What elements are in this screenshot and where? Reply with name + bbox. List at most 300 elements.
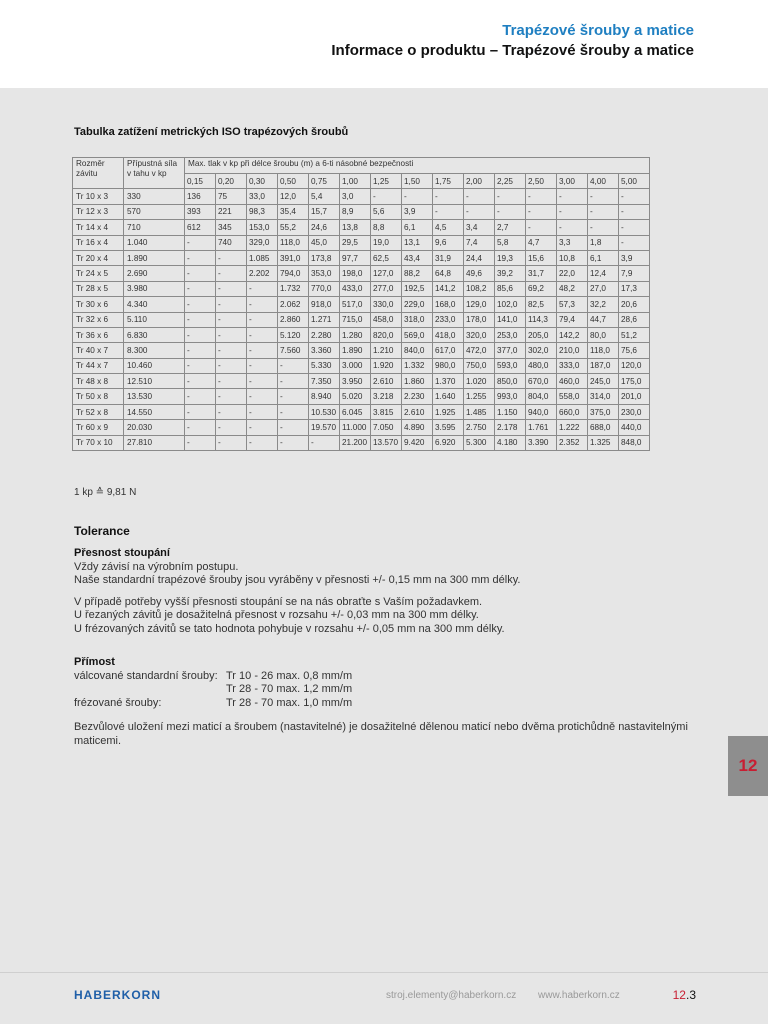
load-value-cell: 175,0 [619,374,650,389]
load-value-cell: 804,0 [526,389,557,404]
load-value-cell: 2.610 [402,404,433,419]
load-value-cell: 3,0 [340,189,371,204]
table-title: Tabulka zatížení metrických ISO trapézových šroubů [74,126,349,138]
load-value-cell: 2.352 [557,435,588,450]
table-row [73,374,650,389]
load-value-cell: - [247,374,278,389]
load-value-cell: 2.178 [495,420,526,435]
load-value-cell: - [185,343,216,358]
load-value-cell: - [185,404,216,419]
length-header: 3,00 [557,174,588,189]
load-value-cell: 33,0 [247,189,278,204]
load-value-cell: 440,0 [619,420,650,435]
pitch-section [74,547,520,636]
load-value-cell: - [619,235,650,250]
footer-web-link[interactable]: www.haberkorn.cz [538,990,620,1001]
thread-size-cell: Tr 24 x 5 [73,266,124,281]
tolerance-title: Tolerance [74,524,130,538]
load-value-cell: - [588,204,619,219]
load-value-cell: - [216,404,247,419]
footer-email-link[interactable]: stroj.elementy@haberkorn.cz [386,990,517,1001]
page-chapter: 12 [672,988,686,1002]
load-value-cell: 391,0 [278,250,309,265]
load-value-cell: - [402,189,433,204]
load-value-cell: 7.560 [278,343,309,358]
load-value-cell: 11.000 [340,420,371,435]
load-value-cell: - [278,358,309,373]
load-value-cell: 24,6 [309,220,340,235]
thread-size-cell: Tr 52 x 8 [73,404,124,419]
thread-size-cell: Tr 40 x 7 [73,343,124,358]
straightness-label: frézované šrouby: [74,696,162,709]
load-value-cell: 19,3 [495,250,526,265]
table-row [73,389,650,404]
unit-note: 1 kp ≙ 9,81 N [74,487,137,498]
load-value-cell: 660,0 [557,404,588,419]
load-value-cell: 1.640 [433,389,464,404]
load-value-cell: - [557,189,588,204]
tensile-force-cell: 6.830 [124,327,185,342]
col-size-header: Rozměr závitu [73,158,124,189]
load-value-cell: 142,2 [557,327,588,342]
length-header: 2,25 [495,174,526,189]
load-value-cell: 715,0 [340,312,371,327]
load-value-cell: - [526,220,557,235]
straightness-value: Tr 28 - 70 max. 1,0 mm/m [226,696,353,709]
tensile-force-cell: 570 [124,204,185,219]
load-value-cell: 4,5 [433,220,464,235]
load-value-cell: - [278,389,309,404]
load-value-cell: 353,0 [309,266,340,281]
load-value-cell: 80,0 [588,327,619,342]
tensile-force-cell: 3.980 [124,281,185,296]
load-value-cell: 168,0 [433,297,464,312]
thread-size-cell: Tr 20 x 4 [73,250,124,265]
load-value-cell: 127,0 [371,266,402,281]
page-num: .3 [685,988,696,1002]
load-value-cell: 345 [216,220,247,235]
load-value-cell: 850,0 [495,374,526,389]
load-value-cell: - [247,297,278,312]
load-value-cell: - [309,435,340,450]
load-value-cell: 375,0 [588,404,619,419]
load-value-cell: 5,6 [371,204,402,219]
load-value-cell: - [185,281,216,296]
load-value-cell: - [216,266,247,281]
load-value-cell: - [216,250,247,265]
load-value-cell: 8.940 [309,389,340,404]
load-value-cell: 302,0 [526,343,557,358]
load-value-cell: 1.325 [588,435,619,450]
load-value-cell: 7,9 [619,266,650,281]
load-value-cell: 51,2 [619,327,650,342]
tensile-force-cell: 13.530 [124,389,185,404]
load-value-cell: 245,0 [588,374,619,389]
straightness-row [74,697,352,711]
load-value-cell: 688,0 [588,420,619,435]
load-value-cell: 28,6 [619,312,650,327]
load-value-cell: - [247,404,278,419]
load-value-cell: 6,1 [402,220,433,235]
load-value-cell: 141,0 [495,312,526,327]
load-value-cell: - [247,281,278,296]
load-value-cell: 670,0 [526,374,557,389]
load-value-cell: 233,0 [433,312,464,327]
load-value-cell: - [216,327,247,342]
backlash-text: Bezvůlové uložení mezi maticí a šroubem (nastavitelné) je dosažitelné dělenou maticí nebo dvěma protichůdně nastavitelnými maticemi. [74,721,688,747]
load-value-cell: 2.750 [464,420,495,435]
load-value-cell: - [247,327,278,342]
load-value-cell: - [464,204,495,219]
load-value-cell: 612 [185,220,216,235]
load-value-cell: 253,0 [495,327,526,342]
load-value-cell: 940,0 [526,404,557,419]
load-value-cell: 69,2 [526,281,557,296]
load-value-cell: 178,0 [464,312,495,327]
pitch-line: U frézovaných závitů se tato hodnota pohybuje v rozsahu +/- 0,05 mm na 300 mm délky. [74,622,505,635]
length-header: 0,50 [278,174,309,189]
load-value-cell: 6.045 [340,404,371,419]
load-value-cell: 4.180 [495,435,526,450]
load-value-cell: - [185,327,216,342]
thread-size-cell: Tr 36 x 6 [73,327,124,342]
load-value-cell: 460,0 [557,374,588,389]
tensile-force-cell: 12.510 [124,374,185,389]
load-value-cell: 848,0 [619,435,650,450]
load-value-cell: 377,0 [495,343,526,358]
load-value-cell: 19.570 [309,420,340,435]
load-value-cell: 64,8 [433,266,464,281]
table-row [73,420,650,435]
table-row [73,235,650,250]
load-value-cell: 118,0 [588,343,619,358]
load-value-cell: 1.020 [464,374,495,389]
load-value-cell: 750,0 [464,358,495,373]
load-value-cell: 114,3 [526,312,557,327]
load-value-cell: 6.920 [433,435,464,450]
load-value-cell: 3.815 [371,404,402,419]
length-header: 0,20 [216,174,247,189]
tensile-force-cell: 8.300 [124,343,185,358]
load-value-cell: 918,0 [309,297,340,312]
load-value-cell: - [216,389,247,404]
load-table [72,157,650,451]
load-value-cell: 35,4 [278,204,309,219]
load-value-cell: 1.085 [247,250,278,265]
load-value-cell: 3,9 [619,250,650,265]
straightness-row [74,683,352,697]
load-value-cell: 1.280 [340,327,371,342]
load-value-cell: 187,0 [588,358,619,373]
load-value-cell: 569,0 [402,327,433,342]
page-title: Informace o produktu – Trapézové šrouby a matice [331,42,694,59]
load-value-cell: 433,0 [340,281,371,296]
load-value-cell: 1.761 [526,420,557,435]
load-value-cell: 19,0 [371,235,402,250]
load-value-cell: 13.570 [371,435,402,450]
table-row [73,435,650,450]
table-row [73,189,650,204]
load-value-cell: - [216,281,247,296]
load-value-cell: 1.370 [433,374,464,389]
load-value-cell: 48,2 [557,281,588,296]
thread-size-cell: Tr 30 x 6 [73,297,124,312]
thread-size-cell: Tr 60 x 9 [73,420,124,435]
load-value-cell: 1.920 [371,358,402,373]
load-value-cell: - [247,312,278,327]
haberkorn-logo: HABERKORN [74,988,161,1002]
load-value-cell: - [278,404,309,419]
length-header: 1,00 [340,174,371,189]
load-value-cell: 1,8 [588,235,619,250]
table-row [73,327,650,342]
load-value-cell: - [526,204,557,219]
load-value-cell: 29,5 [340,235,371,250]
load-value-cell: 75 [216,189,247,204]
load-value-cell: 1.925 [433,404,464,419]
load-value-cell: - [278,435,309,450]
thread-size-cell: Tr 70 x 10 [73,435,124,450]
table-row [73,297,650,312]
load-value-cell: 2.230 [402,389,433,404]
straightness-heading: Přímost [74,656,115,668]
load-value-cell: 2.280 [309,327,340,342]
straightness-value: Tr 28 - 70 max. 1,2 mm/m [226,683,353,695]
load-value-cell: 1.222 [557,420,588,435]
load-value-cell: 201,0 [619,389,650,404]
load-value-cell: - [216,297,247,312]
load-value-cell: 1.890 [340,343,371,358]
load-value-cell: 5,8 [495,235,526,250]
load-value-cell: 458,0 [371,312,402,327]
pitch-line: Vždy závisí na výrobním postupu. [74,560,239,573]
load-value-cell: 230,0 [619,404,650,419]
load-value-cell: 2.610 [371,374,402,389]
load-value-cell: 173,8 [309,250,340,265]
load-value-cell: 517,0 [340,297,371,312]
load-value-cell: 39,2 [495,266,526,281]
load-value-cell: 88,2 [402,266,433,281]
straightness-label [74,683,226,697]
load-value-cell: 1.860 [402,374,433,389]
load-value-cell: 141,2 [433,281,464,296]
tensile-force-cell: 14.550 [124,404,185,419]
load-value-cell: 980,0 [433,358,464,373]
load-value-cell: 740 [216,235,247,250]
footer-divider [0,972,768,973]
load-value-cell: 5.120 [278,327,309,342]
load-value-cell: 192,5 [402,281,433,296]
length-header: 5,00 [619,174,650,189]
load-value-cell: - [247,343,278,358]
load-value-cell: 136 [185,189,216,204]
load-value-cell: 9,6 [433,235,464,250]
tensile-force-cell: 2.690 [124,266,185,281]
length-header: 1,75 [433,174,464,189]
load-value-cell: 4,7 [526,235,557,250]
load-value-cell: 4.890 [402,420,433,435]
load-value-cell: 3,3 [557,235,588,250]
load-value-cell: 3.000 [340,358,371,373]
load-value-cell: - [278,420,309,435]
load-value-cell: 153,0 [247,220,278,235]
load-value-cell: 333,0 [557,358,588,373]
load-value-cell: 120,0 [619,358,650,373]
table-row [73,404,650,419]
length-header: 4,00 [588,174,619,189]
load-value-cell: 15,6 [526,250,557,265]
straightness-label: válcované standardní šrouby: [74,669,218,682]
load-value-cell: - [185,435,216,450]
load-value-cell: 43,4 [402,250,433,265]
load-value-cell: 22,0 [557,266,588,281]
load-value-cell: - [185,297,216,312]
straightness-value: Tr 10 - 26 max. 0,8 mm/m [226,669,353,682]
pitch-heading: Přesnost stoupání [74,547,170,559]
load-value-cell: 993,0 [495,389,526,404]
length-header: 0,30 [247,174,278,189]
load-value-cell: 44,7 [588,312,619,327]
tensile-force-cell: 27.810 [124,435,185,450]
load-value-cell: - [185,250,216,265]
load-value-cell: - [247,389,278,404]
load-value-cell: 21.200 [340,435,371,450]
load-value-cell: 1.271 [309,312,340,327]
load-value-cell: 593,0 [495,358,526,373]
load-value-cell: - [495,204,526,219]
load-value-cell: 10,8 [557,250,588,265]
load-value-cell: - [433,204,464,219]
tensile-force-cell: 1.040 [124,235,185,250]
load-value-cell: 13,1 [402,235,433,250]
load-value-cell: 62,5 [371,250,402,265]
length-header: 1,25 [371,174,402,189]
straightness-section [74,656,352,710]
load-value-cell: - [278,374,309,389]
pitch-line: U řezaných závitů je dosažitelná přesnost v rozsahu +/- 0,03 mm na 300 mm délky. [74,609,479,621]
load-value-cell: 79,4 [557,312,588,327]
load-value-cell: - [557,220,588,235]
thread-size-cell: Tr 44 x 7 [73,358,124,373]
load-value-cell: - [185,312,216,327]
load-value-cell: 210,0 [557,343,588,358]
load-value-cell: - [216,343,247,358]
tensile-force-cell: 4.340 [124,297,185,312]
tensile-force-cell: 20.030 [124,420,185,435]
category-title: Trapézové šrouby a matice [502,22,694,39]
load-value-cell: - [247,435,278,450]
page-number [673,988,696,1002]
pitch-line: V případě potřeby vyšší přesnosti stoupání se na nás obraťte s Vaším požadavkem. [74,595,483,608]
load-value-cell: 198,0 [340,266,371,281]
load-value-cell: 2,7 [495,220,526,235]
load-value-cell: 840,0 [402,343,433,358]
load-value-cell: 1.332 [402,358,433,373]
load-value-cell: 221 [216,204,247,219]
load-value-cell: - [216,374,247,389]
load-value-cell: 129,0 [464,297,495,312]
load-value-cell: 49,6 [464,266,495,281]
load-value-cell: 770,0 [309,281,340,296]
load-value-cell: - [619,220,650,235]
load-value-cell: 31,9 [433,250,464,265]
table-row [73,204,650,219]
thread-size-cell: Tr 14 x 4 [73,220,124,235]
load-value-cell: 205,0 [526,327,557,342]
load-value-cell: - [185,266,216,281]
load-value-cell: - [185,235,216,250]
load-value-cell: 7.350 [309,374,340,389]
tensile-force-cell: 1.890 [124,250,185,265]
table-row [73,312,650,327]
table-body [73,189,650,451]
load-value-cell: - [588,220,619,235]
load-value-cell: 75,6 [619,343,650,358]
load-value-cell: 3.218 [371,389,402,404]
col-group-header: Max. tlak v kp při délce šroubu (m) a 6-ti násobné bezpečnosti [185,158,650,174]
load-value-cell: - [185,389,216,404]
load-value-cell: 1.150 [495,404,526,419]
load-value-cell: 45,0 [309,235,340,250]
load-value-cell: - [247,420,278,435]
load-value-cell: 12,0 [278,189,309,204]
load-value-cell: 12,4 [588,266,619,281]
load-value-cell: 229,0 [402,297,433,312]
load-value-cell: 1.255 [464,389,495,404]
load-value-cell: 97,7 [340,250,371,265]
page-header [0,0,768,88]
load-value-cell: 3,9 [402,204,433,219]
thread-size-cell: Tr 48 x 8 [73,374,124,389]
load-value-cell: 472,0 [464,343,495,358]
thread-size-cell: Tr 50 x 8 [73,389,124,404]
load-value-cell: 82,5 [526,297,557,312]
load-value-cell: 55,2 [278,220,309,235]
load-value-cell: 5.300 [464,435,495,450]
load-value-cell: 15,7 [309,204,340,219]
thread-size-cell: Tr 16 x 4 [73,235,124,250]
load-value-cell: 3.390 [526,435,557,450]
load-value-cell: 1.732 [278,281,309,296]
load-value-cell: 8,9 [340,204,371,219]
load-value-cell: 102,0 [495,297,526,312]
load-value-cell: - [185,358,216,373]
load-value-cell: 820,0 [371,327,402,342]
length-header: 0,75 [309,174,340,189]
load-value-cell: 2.202 [247,266,278,281]
load-value-cell: - [464,189,495,204]
load-value-cell: 5.330 [309,358,340,373]
load-value-cell: - [247,358,278,373]
load-value-cell: 118,0 [278,235,309,250]
load-value-cell: 3.595 [433,420,464,435]
load-value-cell: 329,0 [247,235,278,250]
tensile-force-cell: 330 [124,189,185,204]
load-value-cell: 7,4 [464,235,495,250]
load-value-cell: 10.530 [309,404,340,419]
length-header: 2,50 [526,174,557,189]
load-value-cell: 3.360 [309,343,340,358]
load-value-cell: 1.210 [371,343,402,358]
load-value-cell: 5,4 [309,189,340,204]
table-row [73,343,650,358]
load-value-cell: 85,6 [495,281,526,296]
load-value-cell: - [185,374,216,389]
load-value-cell: 13,8 [340,220,371,235]
load-value-cell: 31,7 [526,266,557,281]
load-value-cell: 8,8 [371,220,402,235]
pitch-line: Naše standardní trapézové šrouby jsou vyráběny v přesnosti +/- 0,15 mm na 300 mm délky. [74,574,521,586]
